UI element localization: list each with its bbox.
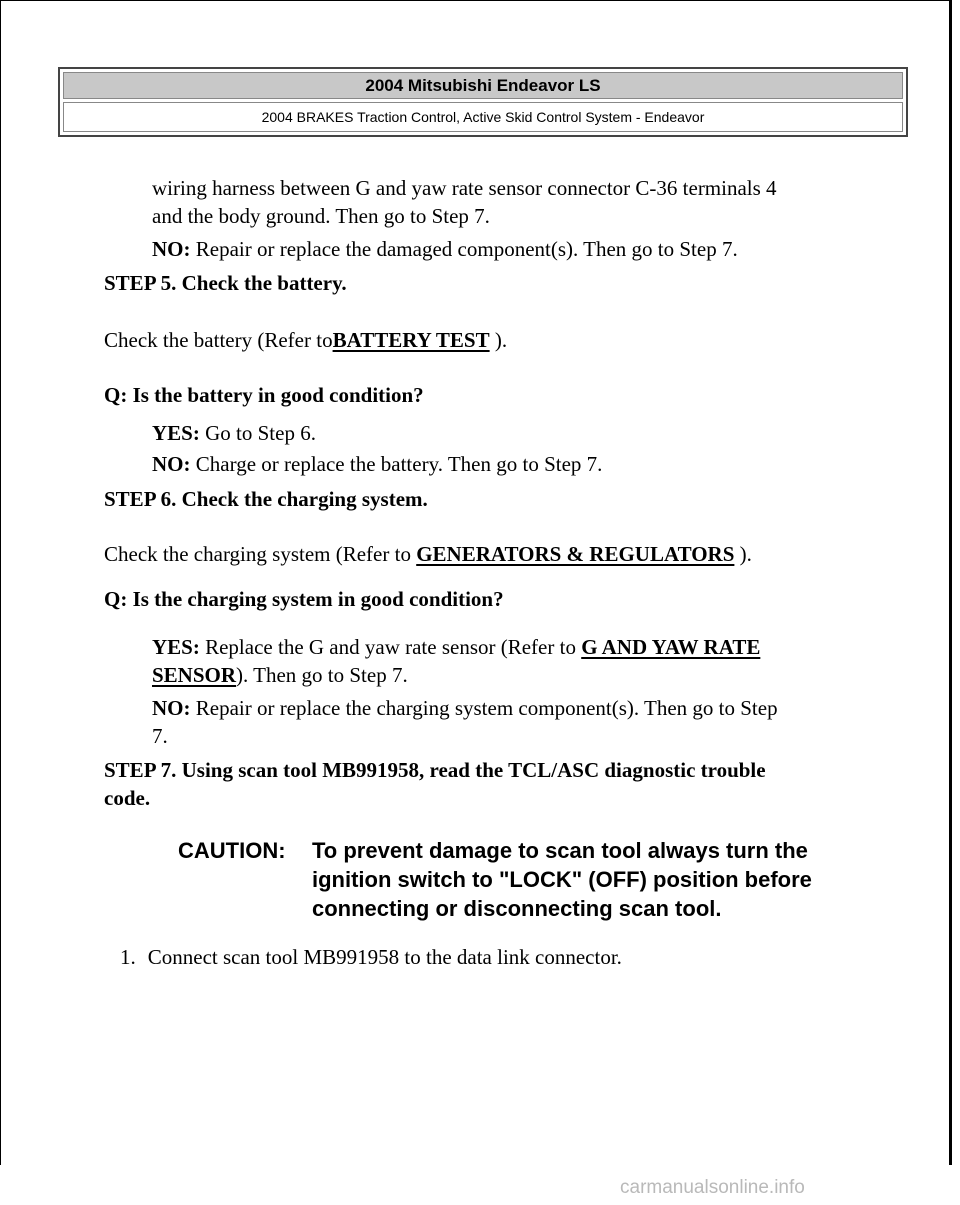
no-label: NO: — [152, 237, 191, 261]
step5-text: Check the battery (Refer to — [104, 328, 333, 352]
list-item-number: 1. — [120, 945, 136, 969]
caution-label: CAUTION: — [178, 838, 286, 863]
caution-line2: ignition switch to "LOCK" (OFF) position before — [312, 867, 812, 892]
step7-heading-line1: STEP 7. Using scan tool MB991958, read the TCL/ASC diagnostic trouble — [104, 758, 766, 782]
document-header — [58, 67, 908, 137]
no-text: Charge or replace the battery. Then go to Step 7. — [190, 452, 603, 476]
no-text: Repair or replace the damaged component(s). Then go to Step 7. — [190, 237, 738, 261]
header-subtitle: 2004 BRAKES Traction Control, Active Skid Control System - Endeavor — [63, 102, 903, 132]
step5-yes-answer — [152, 418, 316, 448]
no-label: NO: — [152, 696, 191, 720]
list-item — [120, 942, 622, 972]
no-label: NO: — [152, 452, 191, 476]
yes-label: YES: — [152, 421, 200, 445]
caution-text — [312, 836, 812, 923]
yes-label: YES: — [152, 635, 200, 659]
continued-text-line1: wiring harness between G and yaw rate sensor connector C-36 terminals 4 — [152, 176, 777, 200]
step5-text-end: ). — [489, 328, 508, 352]
generators-regulators-link[interactable]: GENERATORS & REGULATORS — [416, 542, 735, 566]
step5-no-answer — [152, 449, 602, 479]
step6-heading: STEP 6. Check the charging system. — [104, 487, 428, 511]
caution-line3: connecting or disconnecting scan tool. — [312, 896, 722, 921]
step6-no-answer-line2: 7. — [152, 724, 168, 748]
step6-yes-answer-line1 — [152, 632, 760, 662]
step6-instruction — [104, 539, 752, 569]
yes-text-end: ). Then go to Step 7. — [236, 663, 408, 687]
no-text: Repair or replace the charging system component(s). Then go to Step — [190, 696, 778, 720]
step7-heading-line2: code. — [104, 786, 151, 810]
caution-line1: To prevent damage to scan tool always turn the — [312, 838, 808, 863]
step6-question: Q: Is the charging system in good condition? — [104, 587, 504, 611]
watermark: carmanualsonline.info — [620, 1177, 805, 1198]
g-yaw-rate-sensor-link[interactable]: G AND YAW RATE — [581, 635, 761, 659]
step5-instruction — [104, 325, 507, 355]
header-title: 2004 Mitsubishi Endeavor LS — [63, 72, 903, 99]
battery-test-link[interactable]: BATTERY TEST — [332, 328, 490, 352]
step4-no-answer — [152, 234, 738, 264]
step5-question: Q: Is the battery in good condition? — [104, 383, 424, 407]
g-yaw-rate-sensor-link-cont[interactable]: SENSOR — [152, 663, 237, 687]
yes-text: Replace the G and yaw rate sensor (Refer to — [199, 635, 582, 659]
step6-yes-answer-line2 — [152, 660, 408, 690]
step5-heading: STEP 5. Check the battery. — [104, 271, 347, 295]
continued-text-line2: and the body ground. Then go to Step 7. — [152, 204, 490, 228]
step6-no-answer-line1 — [152, 693, 778, 723]
list-item-text: Connect scan tool MB991958 to the data link connector. — [147, 945, 622, 969]
step6-text: Check the charging system (Refer to — [104, 542, 417, 566]
yes-text: Go to Step 6. — [199, 421, 316, 445]
step6-text-end: ). — [734, 542, 752, 566]
